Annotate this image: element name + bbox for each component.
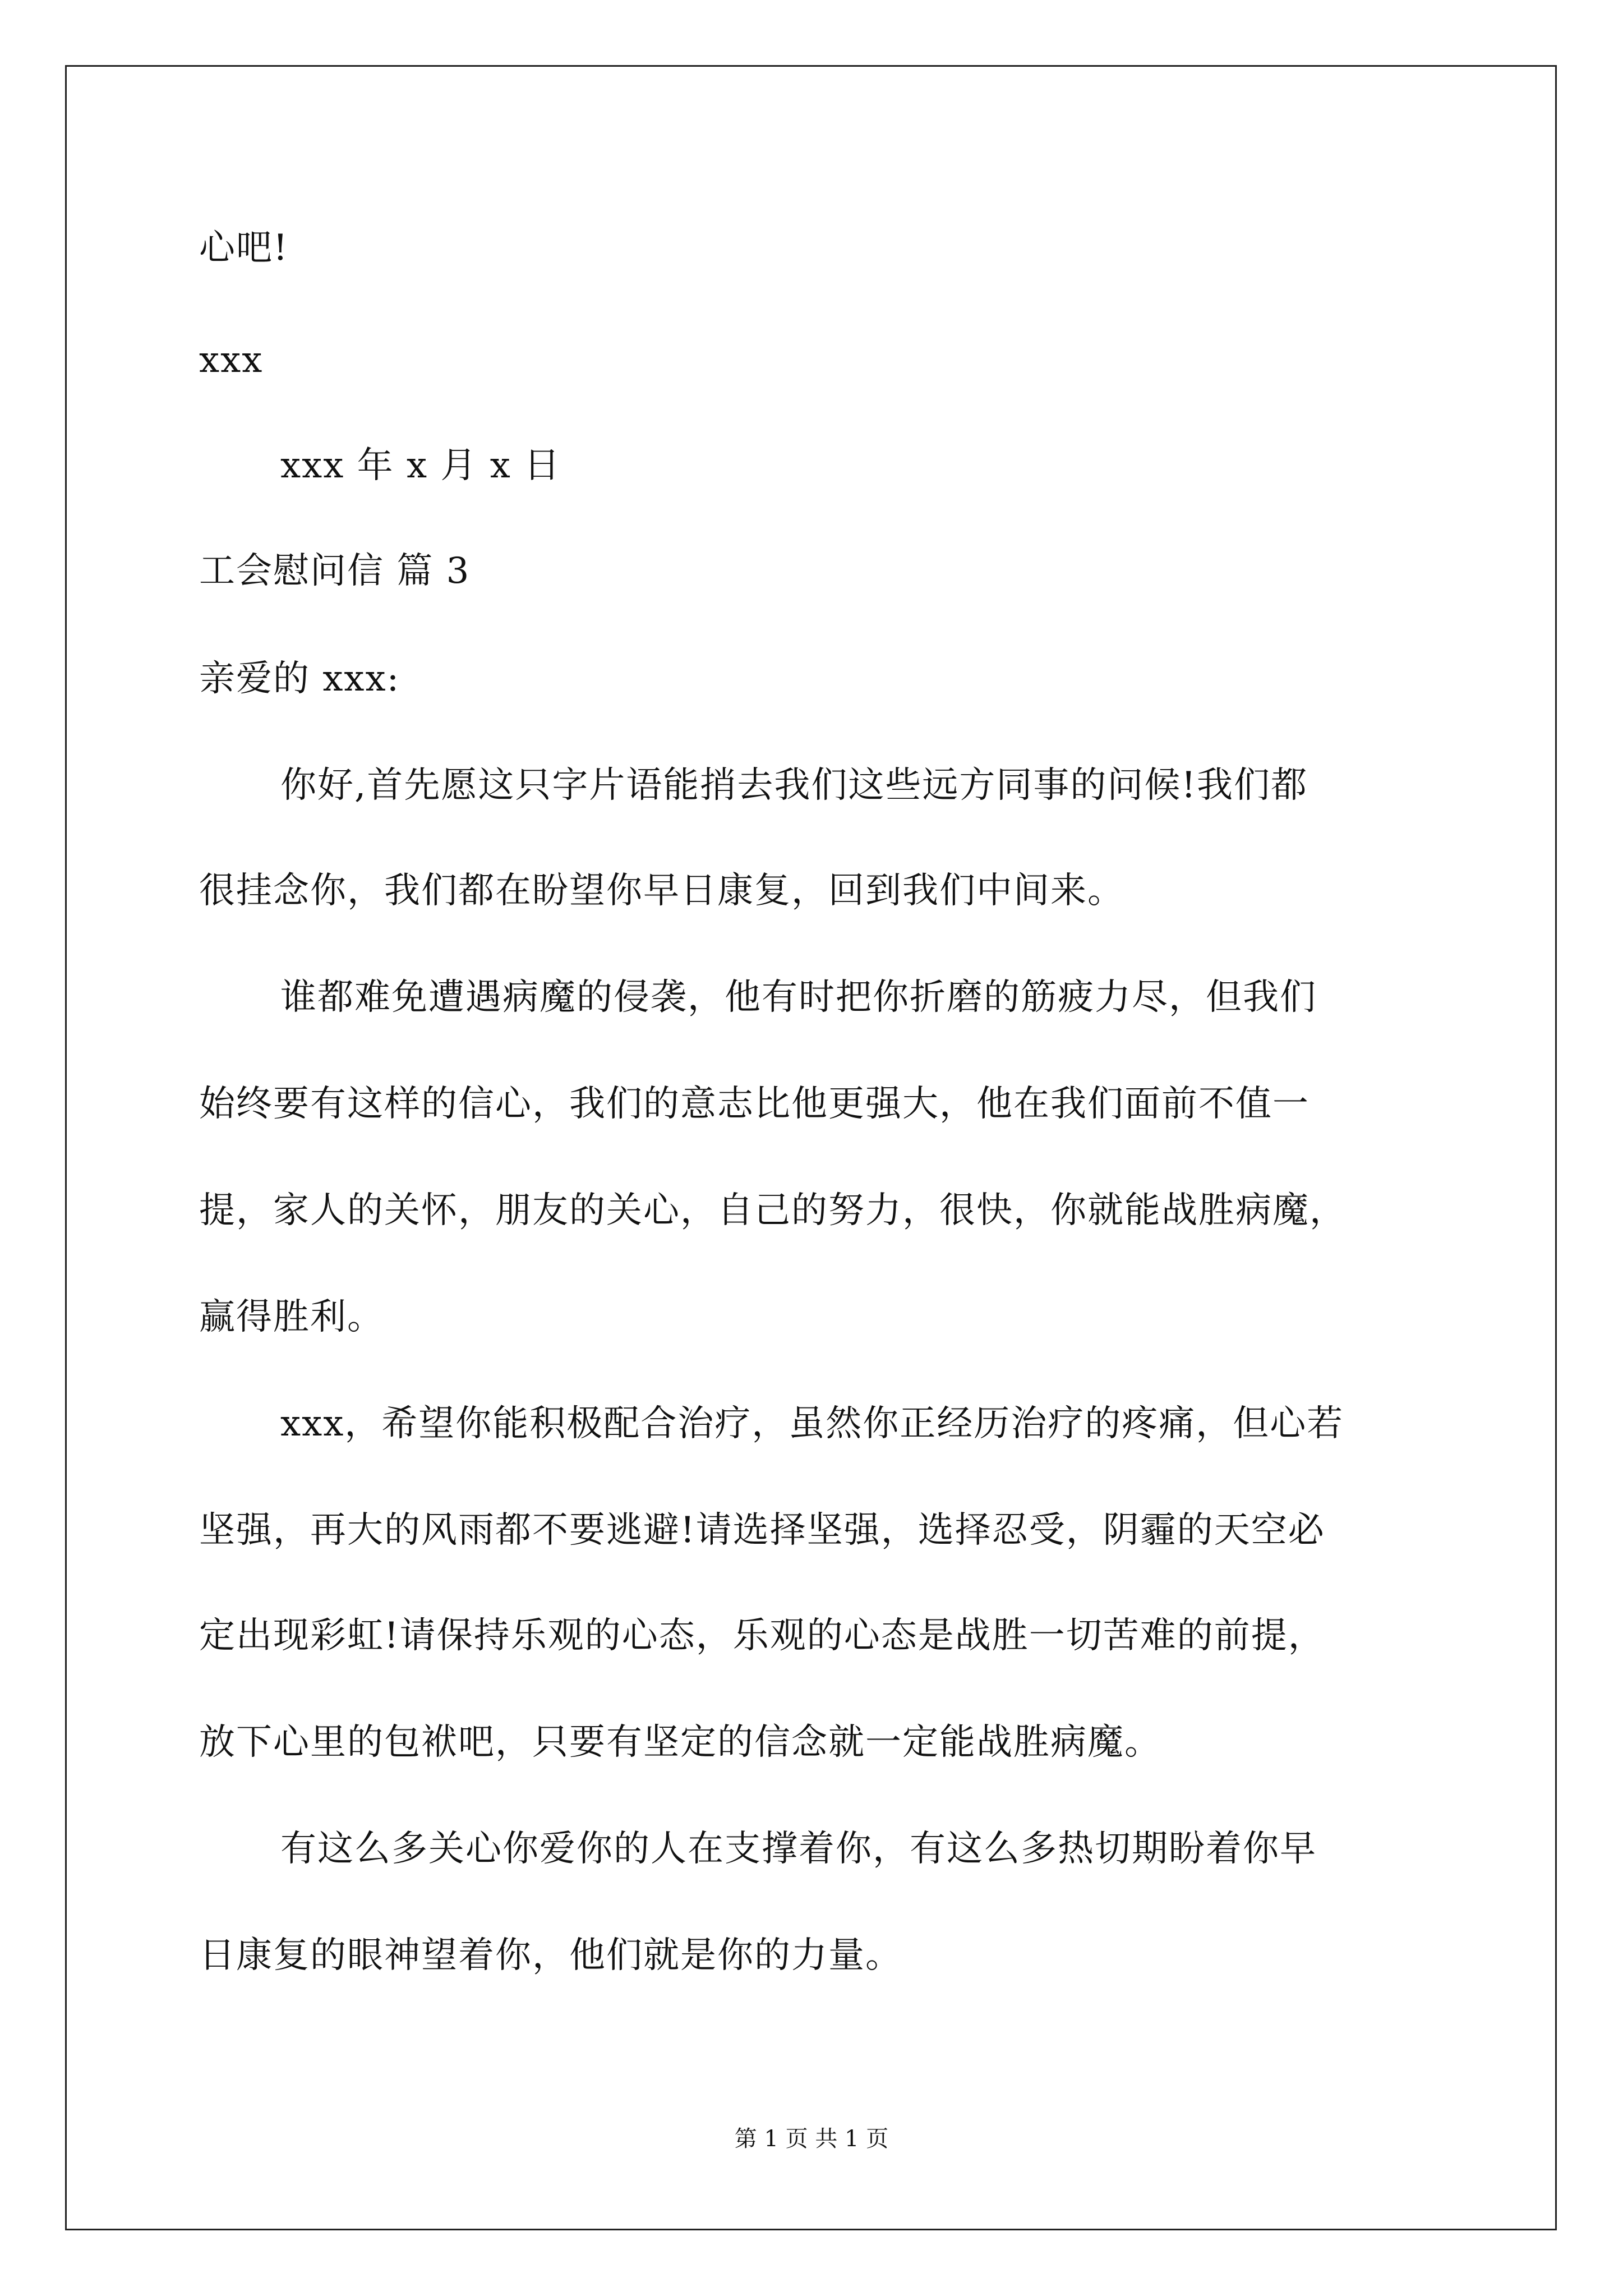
signature: xxx [199, 339, 264, 381]
text-line: 你好,首先愿这只字片语能捎去我们这些远方同事的问候!我们都 [280, 765, 1308, 806]
text-line: 坚强，再大的风雨都不要逃避!请选择坚强，选择忍受，阴霾的天空必 [199, 1510, 1325, 1551]
text-line: 赢得胜利。 [199, 1296, 384, 1338]
salutation: 亲爱的 xxx: [199, 658, 400, 700]
date-line: xxx 年 x 月 x 日 [280, 445, 561, 486]
page-footer: 第 1 页 共 1 页 [734, 2126, 889, 2152]
text-line: 很挂念你，我们都在盼望你早日康复，回到我们中间来。 [199, 870, 1124, 912]
text-line: 放下心里的包袱吧，只要有坚定的信念就一定能战胜病魔。 [199, 1722, 1161, 1763]
text-line: 始终要有这样的信心，我们的意志比他更强大，他在我们面前不值一 [199, 1083, 1310, 1125]
page-border [65, 65, 1557, 2230]
section-heading: 工会慰问信 篇 3 [199, 550, 471, 592]
text-line: 定出现彩虹!请保持乐观的心态，乐观的心态是战胜一切苦难的前提， [199, 1615, 1325, 1657]
text-line: 有这么多关心你爱你的人在支撑着你，有这么多热切期盼着你早 [280, 1828, 1317, 1870]
text-line: 谁都难免遭遇病魔的侵袭，他有时把你折磨的筋疲力尽，但我们 [280, 977, 1317, 1018]
text-line: 提，家人的关怀，朋友的关心，自己的努力，很快，你就能战胜病魔， [199, 1190, 1347, 1231]
text-line: 心吧! [199, 227, 289, 269]
text-line: xxx，希望你能积极配合治疗，虽然你正经历治疗的疼痛，但心若 [280, 1403, 1344, 1444]
text-line: 日康复的眼神望着你，他们就是你的力量。 [199, 1935, 902, 1976]
